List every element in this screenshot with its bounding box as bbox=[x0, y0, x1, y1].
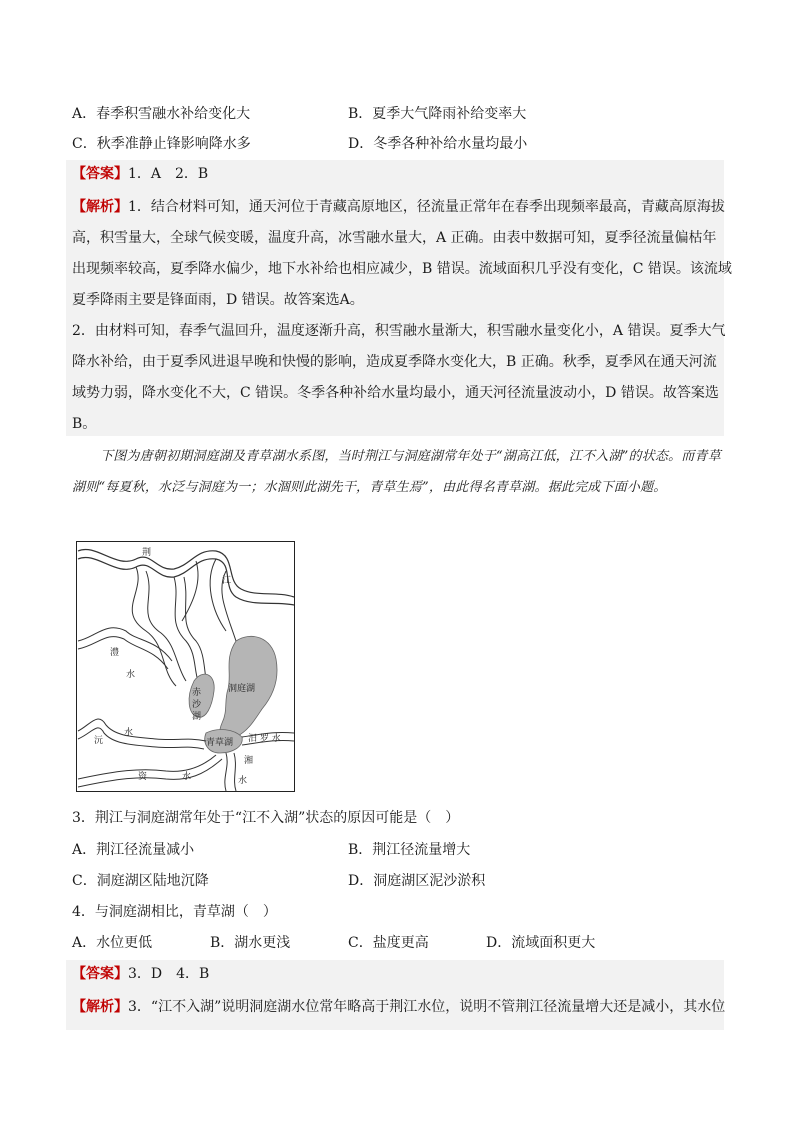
analysis-2-line-1 bbox=[72, 997, 725, 1017]
answer-text-2: 3．D 4．B bbox=[128, 966, 210, 982]
answer-tag: 【答案】 bbox=[72, 166, 128, 182]
answer-text: 1．A 2．B bbox=[128, 166, 209, 182]
label-chisha-3: 湖 bbox=[192, 712, 202, 722]
label-jiang: 江 bbox=[222, 576, 232, 586]
analysis-tag: 【解析】 bbox=[72, 199, 128, 215]
analysis-line-8: B。 bbox=[72, 416, 97, 432]
label-yuan-shui: 水 bbox=[124, 728, 134, 738]
label-miluo: 汨 罗 水 bbox=[248, 734, 281, 744]
analysis-line-4: 夏季降雨主要是锋面雨，D 错误。故答案选A。 bbox=[72, 292, 364, 308]
q3-option-d[interactable]: D．洞庭湖区泥沙淤积 bbox=[348, 873, 486, 889]
q4-option-c[interactable]: C．盐度更高 bbox=[348, 935, 429, 951]
q4-option-a[interactable]: A．水位更低 bbox=[72, 935, 153, 951]
q3-option-b[interactable]: B．荆江径流量增大 bbox=[348, 842, 471, 858]
map-svg bbox=[76, 541, 295, 792]
option-b[interactable]: B．夏季大气降雨补给变率大 bbox=[348, 106, 527, 122]
label-dongting: 洞庭湖 bbox=[228, 684, 256, 694]
option-c[interactable]: C．秋季准静止锋影响降水多 bbox=[72, 136, 251, 152]
question-4-stem: 4．与洞庭湖相比，青草湖（ ） bbox=[72, 904, 277, 920]
q3-option-a[interactable]: A．荆江径流量减小 bbox=[72, 842, 195, 858]
label-yuan: 沅 bbox=[94, 736, 104, 746]
q4-option-d[interactable]: D．流域面积更大 bbox=[486, 935, 596, 951]
label-li-2: 水 bbox=[126, 670, 136, 680]
label-zi-shui: 水 bbox=[182, 772, 192, 782]
label-jing: 荆 bbox=[142, 548, 152, 558]
option-d[interactable]: D．冬季各种补给水量均最小 bbox=[348, 136, 528, 152]
answer-line-2 bbox=[72, 964, 209, 984]
answer-tag-2: 【答案】 bbox=[72, 966, 128, 982]
q3-option-c[interactable]: C．洞庭湖区陆地沉降 bbox=[72, 873, 209, 889]
q4-option-b[interactable]: B．湖水更浅 bbox=[210, 935, 291, 951]
option-a[interactable]: A．春季积雪融水补给变化大 bbox=[72, 106, 251, 122]
analysis-text: 1．结合材料可知，通天河位于青藏高原地区，径流量正常年在春季出现频率最高，青藏高原海拔 bbox=[128, 199, 725, 215]
analysis-text-2: 3．“江不入湖”说明洞庭湖水位常年略高于荆江水位，说明不管荆江径流量增大还是减小，其水位 bbox=[128, 999, 726, 1015]
analysis-line-5: 2．由材料可知，春季气温回升，温度逐渐升高，积雪融水量渐大，积雪融水量变化小，A 错误。夏季大气 bbox=[72, 323, 726, 339]
analysis-line-1 bbox=[72, 197, 725, 217]
analysis-line-6: 降水补给，由于夏季风进退早晚和快慢的影响，造成夏季降水变化大，B 正确。秋季，夏季风在通天河流 bbox=[72, 354, 717, 370]
label-chisha-1: 赤 bbox=[192, 688, 202, 698]
label-xiang-1: 湘 bbox=[244, 756, 254, 766]
intro-paragraph: 下图为唐朝初期洞庭湖及青草湖水系图，当时荆江与洞庭湖常年处于“湖高江低，江不入湖”的状态。而青草湖则“每夏秋，水泛与洞庭为一；水涸则此湖先干，青草生焉”，由此得名青草湖。据此完成下面小题。 bbox=[72, 449, 721, 495]
label-zi: 资 bbox=[138, 772, 148, 782]
answer-line-1 bbox=[72, 164, 208, 184]
analysis-tag-2: 【解析】 bbox=[72, 999, 128, 1015]
label-li-1: 澧 bbox=[110, 648, 120, 658]
analysis-line-7: 域势力弱，降水变化不大，C 错误。冬季各种补给水量均最小，通天河径流量波动小，D 错误。故答案选 bbox=[72, 385, 719, 401]
label-xiang-2: 水 bbox=[238, 776, 248, 786]
water-system-map bbox=[76, 541, 295, 792]
label-chisha-2: 沙 bbox=[192, 700, 202, 710]
analysis-line-3: 出现频率较高，夏季降水偏少，地下水补给也相应减少，B 错误。流域面积几乎没有变化，C 错误。该流域 bbox=[72, 261, 732, 277]
question-3-stem: 3．荆江与洞庭湖常年处于“江不入湖”状态的原因可能是（ ） bbox=[72, 810, 460, 826]
analysis-line-2: 高，积雪量大，全球气候变暖，温度升高，冰雪融水量大，A 正确。由表中数据可知，夏季径流量偏枯年 bbox=[72, 230, 717, 246]
label-qingcao: 青草湖 bbox=[206, 738, 234, 748]
